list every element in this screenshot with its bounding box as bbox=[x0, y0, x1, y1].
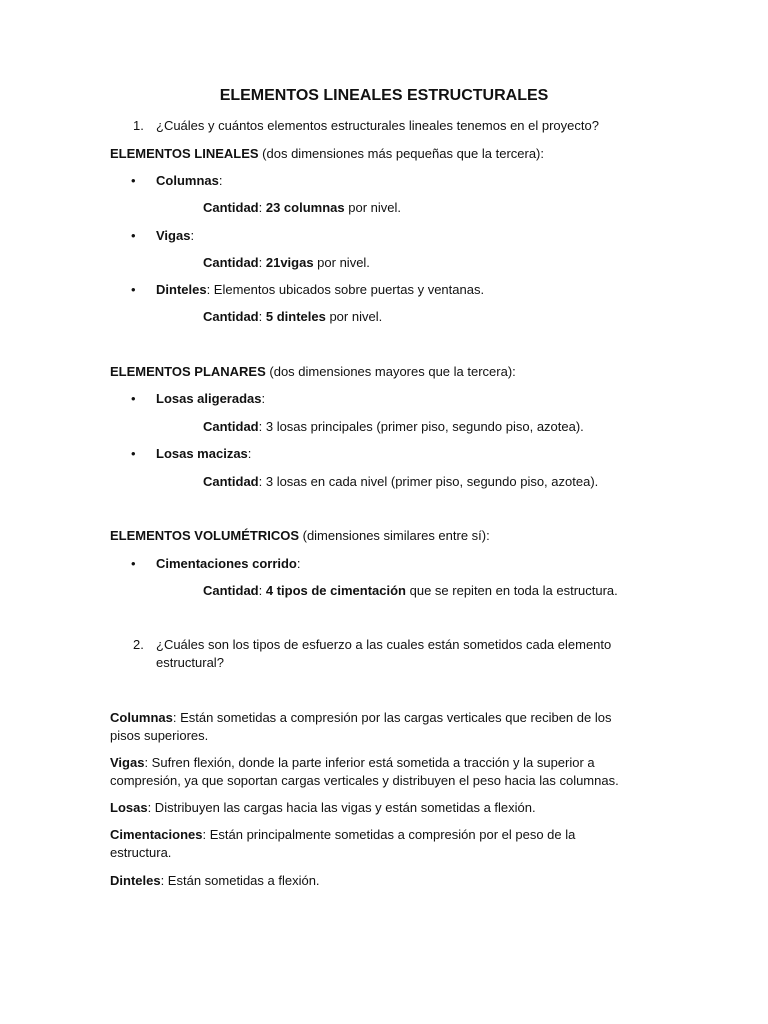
item-name: Dinteles bbox=[156, 282, 207, 297]
quantity-value: 5 dinteles bbox=[265, 309, 326, 324]
bullet-icon: • bbox=[131, 446, 136, 461]
quantity-sep: : bbox=[258, 255, 266, 270]
section-volumetricos-head: ELEMENTOS VOLUMÉTRICOS bbox=[110, 528, 299, 543]
item-after: : bbox=[296, 556, 301, 571]
item-dinteles bbox=[156, 281, 484, 299]
item-losas-macizas bbox=[156, 445, 251, 463]
quantity-rest: por nivel. bbox=[344, 200, 401, 215]
item-losas-aligeradas bbox=[156, 390, 265, 408]
answer-text: : Distribuyen las cargas hacia las vigas y están sometidas a flexión. bbox=[147, 800, 536, 815]
item-after: : bbox=[247, 446, 252, 461]
item-losas-macizas-quantity bbox=[203, 473, 598, 491]
quantity-value: 23 columnas bbox=[265, 200, 345, 215]
question-2-line-1: ¿Cuáles son los tipos de esfuerzo a las cuales están sometidos cada elemento bbox=[156, 637, 612, 652]
quantity-label: Cantidad bbox=[203, 255, 259, 270]
answer-vigas bbox=[110, 754, 595, 772]
answer-term: Dinteles bbox=[110, 873, 161, 888]
bullet-icon: • bbox=[131, 173, 136, 188]
bullet-icon: • bbox=[131, 282, 136, 297]
quantity-rest: : 3 losas en cada nivel (primer piso, segundo piso, azotea). bbox=[258, 474, 599, 489]
question-2-line-2: estructural? bbox=[156, 655, 224, 670]
item-losas-aligeradas-quantity bbox=[203, 418, 584, 436]
bullet-icon: • bbox=[131, 391, 136, 406]
answer-text: : Sufren flexión, donde la parte inferior está sometida a tracción y la superior a bbox=[144, 755, 595, 770]
section-lineales-head: ELEMENTOS LINEALES bbox=[110, 146, 259, 161]
answer-term: Cimentaciones bbox=[110, 827, 203, 842]
bullet-icon: • bbox=[131, 228, 136, 243]
item-dinteles-quantity bbox=[203, 308, 382, 326]
item-name: Vigas bbox=[156, 228, 191, 243]
item-name: Columnas bbox=[156, 173, 219, 188]
item-vigas-quantity bbox=[203, 254, 370, 272]
question-1-number: 1. bbox=[133, 118, 144, 133]
quantity-value: 4 tipos de cimentación bbox=[265, 583, 407, 598]
item-cimentaciones-quantity bbox=[203, 582, 618, 600]
item-after: : bbox=[261, 391, 266, 406]
item-columnas-quantity bbox=[203, 199, 401, 217]
item-vigas bbox=[156, 227, 194, 245]
bullet-icon: • bbox=[131, 556, 136, 571]
answer-columnas-line-2: pisos superiores. bbox=[110, 728, 209, 743]
answer-dinteles bbox=[110, 872, 320, 890]
quantity-value: 21vigas bbox=[265, 255, 314, 270]
item-after: : Elementos ubicados sobre puertas y ventanas. bbox=[206, 282, 485, 297]
document-title: ELEMENTOS LINEALES ESTRUCTURALES bbox=[219, 87, 549, 104]
quantity-label: Cantidad bbox=[203, 474, 259, 489]
answer-text: : Están sometidas a compresión por las cargas verticales que reciben de los bbox=[172, 710, 612, 725]
item-after: : bbox=[218, 173, 223, 188]
item-name: Losas aligeradas bbox=[156, 391, 262, 406]
section-planares-desc: (dos dimensiones mayores que la tercera): bbox=[265, 364, 516, 379]
question-2-number: 2. bbox=[133, 637, 144, 652]
quantity-label: Cantidad bbox=[203, 583, 259, 598]
section-volumetricos-heading bbox=[110, 527, 490, 545]
quantity-rest: que se repiten en toda la estructura. bbox=[406, 583, 618, 598]
quantity-rest: : 3 losas principales (primer piso, segundo piso, azotea). bbox=[258, 419, 584, 434]
quantity-rest: por nivel. bbox=[313, 255, 370, 270]
item-columnas bbox=[156, 172, 222, 190]
question-1-text: ¿Cuáles y cuántos elementos estructurales lineales tenemos en el proyecto? bbox=[156, 118, 599, 133]
answer-term: Columnas bbox=[110, 710, 173, 725]
answer-term: Losas bbox=[110, 800, 148, 815]
quantity-sep: : bbox=[258, 309, 266, 324]
section-lineales-desc: (dos dimensiones más pequeñas que la tercera): bbox=[258, 146, 544, 161]
quantity-label: Cantidad bbox=[203, 419, 259, 434]
quantity-sep: : bbox=[258, 200, 266, 215]
answer-cimentaciones bbox=[110, 826, 575, 844]
item-name: Losas macizas bbox=[156, 446, 248, 461]
answer-term: Vigas bbox=[110, 755, 145, 770]
answer-columnas bbox=[110, 709, 611, 727]
section-planares-heading bbox=[110, 363, 516, 381]
quantity-label: Cantidad bbox=[203, 309, 259, 324]
quantity-sep: : bbox=[258, 583, 266, 598]
section-volumetricos-desc: (dimensiones similares entre sí): bbox=[299, 528, 490, 543]
section-lineales-heading bbox=[110, 145, 544, 163]
item-name: Cimentaciones corrido bbox=[156, 556, 297, 571]
answer-text: : Están sometidas a flexión. bbox=[160, 873, 320, 888]
item-after: : bbox=[190, 228, 195, 243]
quantity-label: Cantidad bbox=[203, 200, 259, 215]
quantity-rest: por nivel. bbox=[325, 309, 383, 324]
answer-text: : Están principalmente sometidas a compresión por el peso de la bbox=[202, 827, 576, 842]
answer-cimentaciones-line-2: estructura. bbox=[110, 845, 172, 860]
answer-vigas-line-2: compresión, ya que soportan cargas verticales y distribuyen el peso hacia las columnas. bbox=[110, 773, 619, 788]
item-cimentaciones bbox=[156, 555, 301, 573]
answer-losas bbox=[110, 799, 536, 817]
section-planares-head: ELEMENTOS PLANARES bbox=[110, 364, 266, 379]
